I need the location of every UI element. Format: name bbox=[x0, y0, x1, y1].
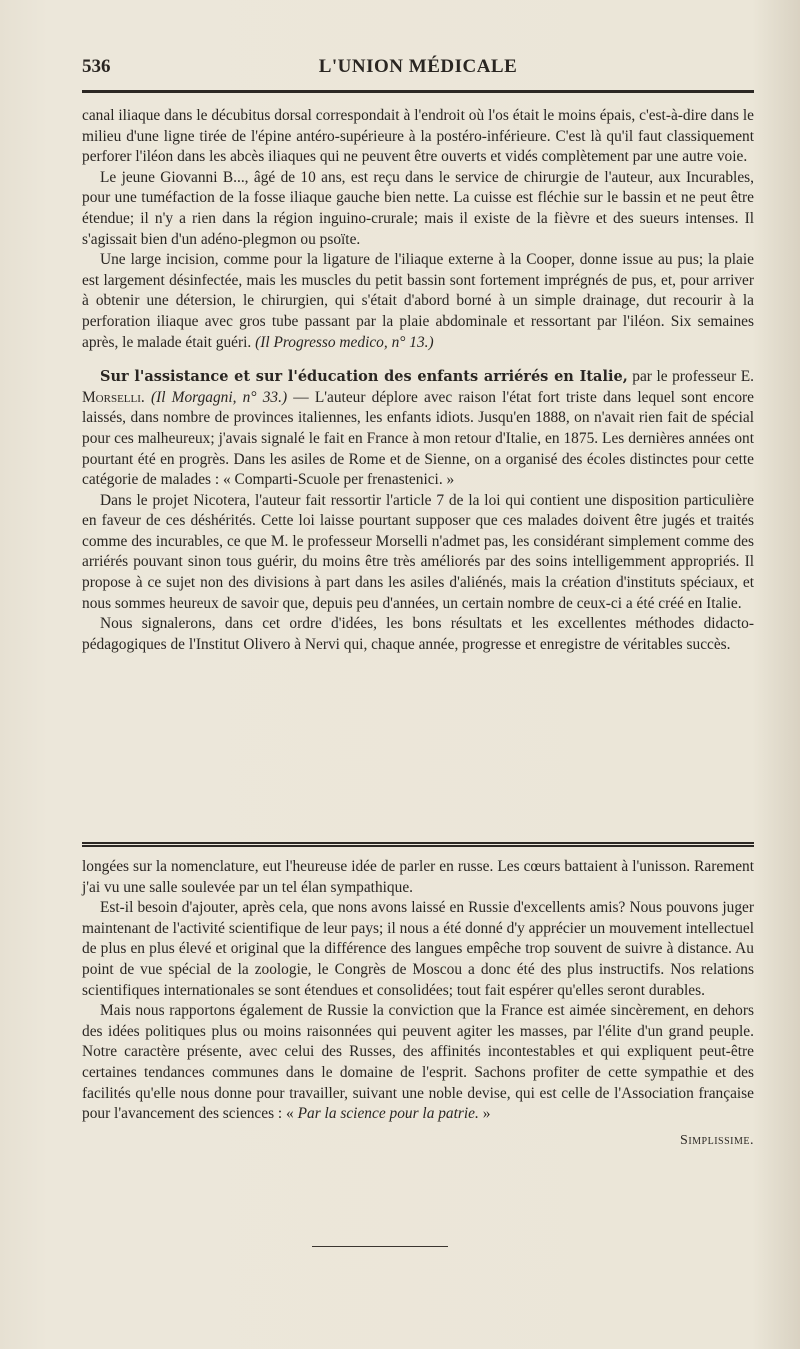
header-rule bbox=[82, 90, 754, 93]
motto: Par la science pour la patrie. bbox=[297, 1105, 479, 1123]
feuilleton-separator bbox=[82, 842, 754, 847]
article-paragraph bbox=[82, 367, 754, 491]
citation: (Il Morgagni, n° 33.) bbox=[144, 388, 294, 406]
citation: (Il Progresso medico, n° 13.) bbox=[255, 333, 434, 351]
paragraph: canal iliaque dans le décubitus dorsal correspondait à l'endroit où l'os était le moins épais, c'est-à-dire dans le milieu d'une ligne tirée de l'épine antéro-supérieure à la postéro-inférieure. C'est là qu'il faut classiquement perforer l'iléon dans les abcès iliaques qui ne peuvent être ouverts et vidés complètement par une autre voie. bbox=[82, 107, 754, 166]
main-column bbox=[82, 106, 754, 655]
paragraph-text: Une large incision, comme pour la ligature de l'iliaque externe à la Cooper, donne issue au pus; la plaie est largement désinfectée, mais les muscles du petit bassin sont fortement imprégnés de pus, et, pour arriver à obtenir une détersion, le chirurgien, qui s'était d'abord borné à un simple drainage, dut recourir à la perforation iliaque avec gros tube passant par la plaie abdominale et ressortant par l'iléon. Six semaines après, le malade était guéri. bbox=[82, 251, 754, 351]
paragraph-text: — L'auteur déplore avec raison l'état fort triste dans lequel sont encore laissés, dans nombre de provinces italiennes, les enfants idiots. Jusqu'en 1888, on n'avait rien fait de spécial pour ces malheureux; j'avais signalé le fait en France à mon retour d'Italie, en 1875. Les dernières années ont pourtant été en progrès. Dans les asiles de Rome et de Sienne, on a organisé des écoles distinctes pour cette catégorie de malades : « Comparti-Scuole per frenastenici. » bbox=[82, 388, 754, 489]
signature-name: Simplissime. bbox=[680, 1132, 754, 1148]
paragraph: Dans le projet Nicotera, l'auteur fait ressortir l'article 7 de la loi qui contient une disposition particulière en faveur de ces déshérités. Cette loi laisse pourtant supposer que ces malades doivent être jugés et traités comme des incurables, ce que M. le professeur Morselli n'admet pas, les considérant simplement comme des arriérés pouvant sinon tous guérir, du moins être très améliorés par des soins intelligemment appropriés. Il propose à ce sujet non des divisions à part dans les asiles d'aliénés, mais la création d'instituts spéciaux, et nous sommes heureux de savoir que, depuis peu d'années, un certain nombre de ceux-ci a été créé en Italie. bbox=[82, 491, 754, 612]
end-rule bbox=[312, 1246, 448, 1247]
author-name: Morselli. bbox=[82, 388, 145, 406]
running-title: L'UNION MÉDICALE bbox=[318, 56, 518, 77]
paragraph: Le jeune Giovanni B..., âgé de 10 ans, est reçu dans le service de chirurgie de l'auteur, aux Incurables, pour une tuméfaction de la fosse iliaque gauche bien nette. La cuisse est fléchie sur le bassin et ne peut être étendue; il n'y a rien dans la région inguino-crurale; mais il existe de la fièvre et des sueurs intenses. Il s'agissait bien d'un adéno-plegmon ou psoïte. bbox=[82, 168, 754, 248]
paragraph: longées sur la nomenclature, eut l'heureuse idée de parler en russe. Les cœurs battaient à l'unisson. Rarement j'ai vu une salle soulevée par un tel élan sympathique. bbox=[82, 858, 754, 896]
paragraph-text: » bbox=[478, 1105, 491, 1123]
paragraph: Nous signalerons, dans cet ordre d'idées, les bons résultats et les excellentes méthodes didacto-pédagogiques de l'Institut Olivero à Nervi qui, chaque année, progresse et enregistre de véritables succès. bbox=[82, 615, 754, 653]
section-spacer bbox=[82, 353, 754, 367]
paragraph bbox=[82, 250, 754, 353]
page-number: 536 bbox=[82, 56, 111, 77]
signature bbox=[82, 1131, 754, 1152]
paragraph-text: Mais nous rapportons également de Russie la conviction que la France est aimée sincèrement, en dehors des idées politiques plus ou moins raisonnées qui peuvent agiter les masses, par l'élite d'un grand peuple. Notre caractère présente, avec celui des Russes, des affinités incontestables et qui expliquent peut-être certaines tendances communes dans le domaine de l'esprit. Sachons profiter de cette sympathie et des facilités qu'elle nous donne pour travailler, suivant une noble devise, qui est celle de l'Association française pour l'avancement des sciences : « bbox=[82, 1002, 754, 1123]
article-heading: Sur l'assistance et sur l'éducation des enfants arriérés en Italie, bbox=[100, 368, 628, 386]
page-header bbox=[82, 52, 754, 88]
paragraph bbox=[82, 1001, 754, 1125]
paragraph-text: par le professeur E. bbox=[627, 368, 754, 386]
feuilleton-column bbox=[82, 857, 754, 1151]
paragraph: Est-il besoin d'ajouter, après cela, que nons avons laissé en Russie d'excellents amis? Nous pouvons juger maintenant de l'activité scientifique de leur pays; il nous a été donné d'y apprécier un mouvement intellectuel de plus en plus élevé et original que la différence des langues empêche trop souvent de suivre à distance. Au point de vue spécial de la zoologie, le Congrès de Moscou a donc été des plus instructifs. Nos relations scientifiques internationales se sont étendues et consolidées; tout fait espérer qu'elles seront durables. bbox=[82, 899, 754, 999]
